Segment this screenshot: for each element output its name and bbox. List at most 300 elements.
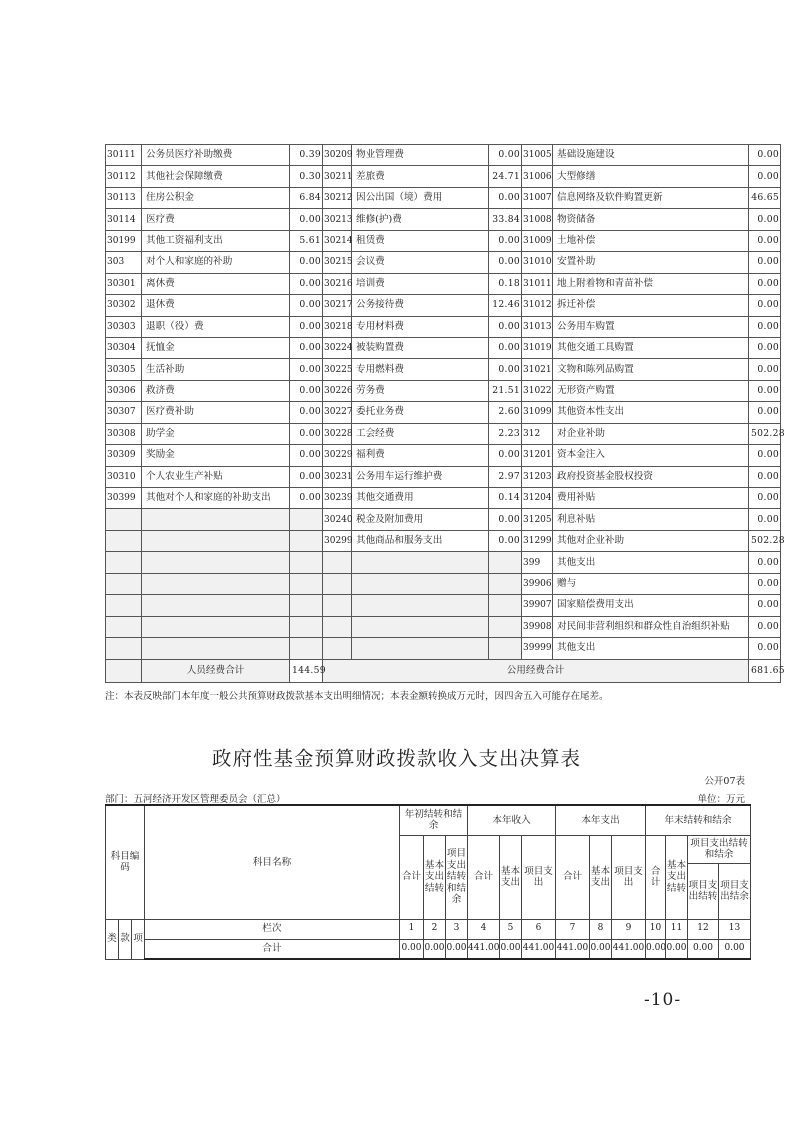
item-name: 工会经费: [352, 423, 489, 444]
item-name: [352, 595, 489, 616]
item-code: 30307: [106, 402, 142, 423]
table-row: [106, 145, 781, 166]
income-header: 本年收入: [468, 805, 556, 835]
item-amount: 12.46: [489, 295, 522, 316]
end-project-surplus-header: 项目支出结余: [719, 863, 751, 919]
item-name: 安置补助: [553, 252, 749, 273]
item-amount: 0.00: [489, 316, 522, 337]
table-row: [106, 423, 781, 444]
table-row: [106, 552, 781, 573]
personnel-total-label: 人员经费合计: [142, 659, 290, 682]
total-value: 441.00: [522, 939, 556, 959]
item-code: 31011: [522, 273, 553, 294]
personnel-total-value: 144.59: [290, 659, 323, 682]
item-amount: 0.00: [749, 616, 781, 637]
item-amount: 0.00: [489, 509, 522, 530]
item-amount: 0.00: [749, 166, 781, 187]
item-name: 劳务费: [352, 380, 489, 401]
item-amount: 0.00: [290, 252, 323, 273]
item-amount: 0.00: [749, 466, 781, 487]
form-number: 公开07表: [704, 776, 745, 787]
item-name: 地上附着物和青苗补偿: [553, 273, 749, 294]
item-name: 文物和陈列品购置: [553, 359, 749, 380]
expense-total-header: 合计: [556, 835, 590, 919]
item-code: 39908: [522, 616, 553, 637]
item-code: 399: [522, 552, 553, 573]
item-code: 30309: [106, 445, 142, 466]
item-amount: 0.00: [489, 337, 522, 358]
item-name: 离休费: [142, 273, 290, 294]
total-value: 0.00: [719, 939, 751, 959]
item-amount: 0.00: [749, 552, 781, 573]
item-name: 其他社会保障缴费: [142, 166, 290, 187]
item-amount: 2.97: [489, 466, 522, 487]
item-code: 30303: [106, 316, 142, 337]
item-name: 抚恤金: [142, 337, 290, 358]
totals-row: [106, 659, 781, 682]
begin-project-carry-header: 项目支出结转和结余: [446, 835, 468, 919]
table-row: [106, 209, 781, 230]
item-name: 大型修缮: [553, 166, 749, 187]
item-name: 租赁费: [352, 230, 489, 251]
item-amount: 0.00: [290, 209, 323, 230]
item-name: 税金及附加费用: [352, 509, 489, 530]
col-number: 4: [468, 919, 500, 939]
item-code: 31022: [522, 380, 553, 401]
item-name: 其他交通费用: [352, 488, 489, 509]
item-code: 39907: [522, 595, 553, 616]
col-number: 7: [556, 919, 590, 939]
item-amount: 0.00: [290, 445, 323, 466]
table-row: [106, 187, 781, 208]
item-code: [106, 509, 142, 530]
item-name: 基础设施建设: [553, 145, 749, 166]
item-amount: 0.30: [290, 166, 323, 187]
total-value: 441.00: [556, 939, 590, 959]
table-row: [106, 638, 781, 659]
total-value: 0.00: [646, 939, 666, 959]
item-name: 个人农业生产补贴: [142, 466, 290, 487]
table-note: 注：本表反映部门本年度一般公共预算财政拨款基本支出明细情况；本表金额转换成万元时，因四舍五入可能存在尾差。: [105, 691, 609, 702]
col-number: 9: [612, 919, 646, 939]
total-value: 0.00: [688, 939, 719, 959]
item-amount: [290, 552, 323, 573]
item-amount: 0.00: [290, 488, 323, 509]
item-code: 30239: [323, 488, 352, 509]
item-amount: 0.18: [489, 273, 522, 294]
item-name: 被装购置费: [352, 337, 489, 358]
begin-total-header: 合计: [400, 835, 424, 919]
item-code: 30399: [106, 488, 142, 509]
total-value: 0.00: [424, 939, 446, 959]
item-code: 31019: [522, 337, 553, 358]
item-code: 30227: [323, 402, 352, 423]
item-amount: 2.23: [489, 423, 522, 444]
subject-code-header: 科目编码: [106, 805, 145, 919]
item-amount: 33.84: [489, 209, 522, 230]
item-code: 30209: [323, 145, 352, 166]
col-number: 8: [590, 919, 612, 939]
item-code: [106, 595, 142, 616]
item-amount: 0.00: [290, 359, 323, 380]
end-project-carry-header: 项目支出结转: [688, 863, 719, 919]
item-name: 其他对企业补助: [553, 530, 749, 551]
item-amount: [290, 595, 323, 616]
total-value: 0.00: [590, 939, 612, 959]
table-row: [106, 273, 781, 294]
item-amount: 0.00: [749, 638, 781, 659]
item-amount: [290, 616, 323, 637]
item-code: 30112: [106, 166, 142, 187]
item-amount: [489, 616, 522, 637]
item-amount: [489, 552, 522, 573]
table-row: [106, 337, 781, 358]
item-amount: 0.00: [290, 337, 323, 358]
col-number: 12: [688, 919, 719, 939]
table-row: [106, 509, 781, 530]
item-name: [352, 616, 489, 637]
item-code: 31009: [522, 230, 553, 251]
item-amount: 0.00: [749, 145, 781, 166]
item-amount: 0.14: [489, 488, 522, 509]
item-code: 30224: [323, 337, 352, 358]
table-row: [106, 230, 781, 251]
table-row: [106, 166, 781, 187]
item-amount: 46.65: [749, 187, 781, 208]
item-code: 31203: [522, 466, 553, 487]
item-code: 31099: [522, 402, 553, 423]
income-basic-header: 基本支出: [500, 835, 522, 919]
row-index-label: 栏次: [145, 919, 400, 939]
item-code: 30211: [323, 166, 352, 187]
item-code: 30229: [323, 445, 352, 466]
item-name: 无形资产购置: [553, 380, 749, 401]
item-amount: 0.00: [290, 295, 323, 316]
total-value: 0.00: [666, 939, 688, 959]
item-name: 生活补助: [142, 359, 290, 380]
total-value: 441.00: [612, 939, 646, 959]
col-number: 10: [646, 919, 666, 939]
item-amount: 0.00: [749, 573, 781, 594]
item-amount: 0.00: [749, 402, 781, 423]
item-amount: 0.00: [749, 316, 781, 337]
page-number: -10-: [644, 990, 682, 1010]
table-row: [106, 402, 781, 423]
item-name: 对个人和家庭的补助: [142, 252, 290, 273]
item-code: 31012: [522, 295, 553, 316]
item-name: 其他工资福利支出: [142, 230, 290, 251]
item-code: 30214: [323, 230, 352, 251]
item-code: 31007: [522, 187, 553, 208]
item-code: 30231: [323, 466, 352, 487]
item-code: 30301: [106, 273, 142, 294]
total-value: 0.00: [446, 939, 468, 959]
item-name: 其他支出: [553, 638, 749, 659]
table-row: [106, 252, 781, 273]
item-code: 30240: [323, 509, 352, 530]
item-amount: 0.00: [749, 359, 781, 380]
item-code: 30226: [323, 380, 352, 401]
item-amount: [290, 509, 323, 530]
item-name: 专用材料费: [352, 316, 489, 337]
table-row: [106, 466, 781, 487]
item-amount: 6.84: [290, 187, 323, 208]
item-amount: 0.00: [290, 380, 323, 401]
xiang-header: 项: [132, 919, 145, 959]
item-code: 312: [522, 423, 553, 444]
item-code: 31005: [522, 145, 553, 166]
item-amount: 0.00: [489, 530, 522, 551]
expense-project-header: 项目支出: [612, 835, 646, 919]
item-code: [323, 573, 352, 594]
item-name: 其他对个人和家庭的补助支出: [142, 488, 290, 509]
unit-label: 单位：万元: [697, 794, 745, 805]
item-amount: 0.00: [489, 252, 522, 273]
item-code: 30111: [106, 145, 142, 166]
item-name: 对企业补助: [553, 423, 749, 444]
item-name: [142, 595, 290, 616]
item-name: [142, 616, 290, 637]
item-code: 31008: [522, 209, 553, 230]
item-amount: 0.00: [290, 402, 323, 423]
item-code: [323, 616, 352, 637]
item-name: 专用燃料费: [352, 359, 489, 380]
item-code: [323, 552, 352, 573]
item-amount: 0.00: [749, 295, 781, 316]
item-code: 31006: [522, 166, 553, 187]
end-balance-header: 年末结转和结余: [646, 805, 751, 835]
item-name: 住房公积金: [142, 187, 290, 208]
item-amount: 21.51: [489, 380, 522, 401]
lei-header: 类: [106, 919, 119, 959]
col-number: 6: [522, 919, 556, 939]
item-name: 信息网络及软件购置更新: [553, 187, 749, 208]
item-amount: 0.00: [489, 145, 522, 166]
item-name: 差旅费: [352, 166, 489, 187]
item-name: 维修(护)费: [352, 209, 489, 230]
item-code: 31201: [522, 445, 553, 466]
item-amount: 0.00: [290, 316, 323, 337]
item-name: 物业管理费: [352, 145, 489, 166]
col-number: 3: [446, 919, 468, 939]
table-row: [106, 488, 781, 509]
item-amount: [489, 595, 522, 616]
item-code: 31021: [522, 359, 553, 380]
item-name: 福利费: [352, 445, 489, 466]
public-total-label: 公用经费合计: [323, 659, 749, 682]
item-amount: [290, 573, 323, 594]
item-name: 公务接待费: [352, 295, 489, 316]
table-row: [106, 530, 781, 551]
col-number: 11: [666, 919, 688, 939]
item-amount: 0.00: [749, 445, 781, 466]
item-amount: [489, 573, 522, 594]
item-amount: 0.00: [290, 273, 323, 294]
item-code: [106, 552, 142, 573]
item-code: 30114: [106, 209, 142, 230]
item-code: 39999: [522, 638, 553, 659]
item-code: 30218: [323, 316, 352, 337]
item-name: 培训费: [352, 273, 489, 294]
expense-basic-header: 基本支出: [590, 835, 612, 919]
item-name: 公务用车购置: [553, 316, 749, 337]
item-name: 土地补偿: [553, 230, 749, 251]
item-code: 31205: [522, 509, 553, 530]
item-amount: 0.00: [749, 595, 781, 616]
expense-header: 本年支出: [556, 805, 646, 835]
item-name: [142, 530, 290, 551]
item-amount: 0.00: [749, 209, 781, 230]
item-amount: 0.00: [749, 273, 781, 294]
item-amount: 0.00: [489, 230, 522, 251]
item-code: 30310: [106, 466, 142, 487]
item-name: 其他交通工具购置: [553, 337, 749, 358]
item-code: 30215: [323, 252, 352, 273]
item-name: 因公出国（境）费用: [352, 187, 489, 208]
kuan-header: 款: [119, 919, 132, 959]
item-amount: 502.28: [749, 423, 781, 444]
item-name: 公务员医疗补助缴费: [142, 145, 290, 166]
item-code: 30305: [106, 359, 142, 380]
item-amount: 0.00: [749, 230, 781, 251]
item-code: 30199: [106, 230, 142, 251]
item-name: 国家赔偿费用支出: [553, 595, 749, 616]
item-name: 委托业务费: [352, 402, 489, 423]
item-code: 31204: [522, 488, 553, 509]
item-name: 救济费: [142, 380, 290, 401]
item-amount: 0.00: [749, 380, 781, 401]
item-name: [142, 509, 290, 530]
item-name: [142, 573, 290, 594]
item-name: 赠与: [553, 573, 749, 594]
income-total-header: 合计: [468, 835, 500, 919]
item-name: [142, 638, 290, 659]
total-value: 0.00: [400, 939, 424, 959]
col-number: 1: [400, 919, 424, 939]
item-name: [352, 638, 489, 659]
table-row: [106, 359, 781, 380]
item-code: 39906: [522, 573, 553, 594]
item-code: [106, 530, 142, 551]
item-amount: 0.39: [290, 145, 323, 166]
total-value: 441.00: [468, 939, 500, 959]
end-basic-carry-header: 基本支出结转: [666, 835, 688, 919]
begin-basic-carry-header: 基本支出结转: [424, 835, 446, 919]
table-row: [106, 316, 781, 337]
item-code: 303: [106, 252, 142, 273]
table-row: [106, 616, 781, 637]
item-name: [352, 573, 489, 594]
item-amount: [290, 530, 323, 551]
item-name: 物资储备: [553, 209, 749, 230]
table-row: [106, 573, 781, 594]
end-total-header: 合计: [646, 835, 666, 919]
item-code: 30308: [106, 423, 142, 444]
item-code: 30217: [323, 295, 352, 316]
col-number: 2: [424, 919, 446, 939]
item-amount: 0.00: [290, 466, 323, 487]
item-name: 奖励金: [142, 445, 290, 466]
item-code: 31299: [522, 530, 553, 551]
item-code: [106, 638, 142, 659]
item-name: 退职（役）费: [142, 316, 290, 337]
item-name: 政府投资基金股权投资: [553, 466, 749, 487]
item-amount: 0.00: [489, 445, 522, 466]
basic-expenditure-detail-table: [105, 144, 785, 683]
item-name: 其他支出: [553, 552, 749, 573]
end-project-group-header: 项目支出结转和结余: [688, 835, 751, 863]
item-amount: [290, 638, 323, 659]
item-amount: 2.60: [489, 402, 522, 423]
item-code: 30213: [323, 209, 352, 230]
item-amount: 0.00: [749, 252, 781, 273]
table-row: [106, 295, 781, 316]
item-name: 利息补贴: [553, 509, 749, 530]
table-row: [106, 445, 781, 466]
row-total-label: 合计: [145, 939, 400, 959]
item-name: 其他商品和服务支出: [352, 530, 489, 551]
item-amount: 24.71: [489, 166, 522, 187]
item-code: 31013: [522, 316, 553, 337]
item-amount: 0.00: [290, 423, 323, 444]
item-amount: 0.00: [749, 509, 781, 530]
item-amount: 0.00: [489, 187, 522, 208]
item-code: [106, 616, 142, 637]
item-code: 30304: [106, 337, 142, 358]
col-number: 13: [719, 919, 751, 939]
item-code: 30302: [106, 295, 142, 316]
item-name: 其他资本性支出: [553, 402, 749, 423]
item-amount: 0.00: [749, 488, 781, 509]
item-name: 退休费: [142, 295, 290, 316]
subject-name-header: 科目名称: [145, 805, 400, 919]
item-name: 费用补贴: [553, 488, 749, 509]
item-amount: [489, 638, 522, 659]
item-name: 拆迁补偿: [553, 295, 749, 316]
begin-balance-header: 年初结转和结余: [400, 805, 468, 835]
item-code: 30212: [323, 187, 352, 208]
item-amount: 5.61: [290, 230, 323, 251]
item-code: 30306: [106, 380, 142, 401]
item-code: 30228: [323, 423, 352, 444]
item-amount: 0.00: [749, 337, 781, 358]
total-value: 0.00: [500, 939, 522, 959]
item-name: 医疗费补助: [142, 402, 290, 423]
item-name: 助学金: [142, 423, 290, 444]
item-code: 30299: [323, 530, 352, 551]
item-name: [142, 552, 290, 573]
government-fund-table: [105, 804, 751, 960]
item-name: 对民间非营利组织和群众性自治组织补贴: [553, 616, 749, 637]
item-name: [352, 552, 489, 573]
col-number: 5: [500, 919, 522, 939]
item-name: 资本金注入: [553, 445, 749, 466]
item-amount: 502.28: [749, 530, 781, 551]
item-code: 30225: [323, 359, 352, 380]
department-label: 部门：五河经济开发区管理委员会（汇总）: [105, 794, 286, 805]
income-project-header: 项目支出: [522, 835, 556, 919]
item-code: [106, 573, 142, 594]
item-amount: 0.00: [489, 359, 522, 380]
public-total-value: 681.65: [749, 659, 781, 682]
item-name: 医疗费: [142, 209, 290, 230]
item-code: [323, 638, 352, 659]
table-row: [106, 380, 781, 401]
item-code: 30113: [106, 187, 142, 208]
fund-table-title: 政府性基金预算财政拨款收入支出决算表: [211, 747, 581, 770]
item-code: 31010: [522, 252, 553, 273]
item-code: 30216: [323, 273, 352, 294]
